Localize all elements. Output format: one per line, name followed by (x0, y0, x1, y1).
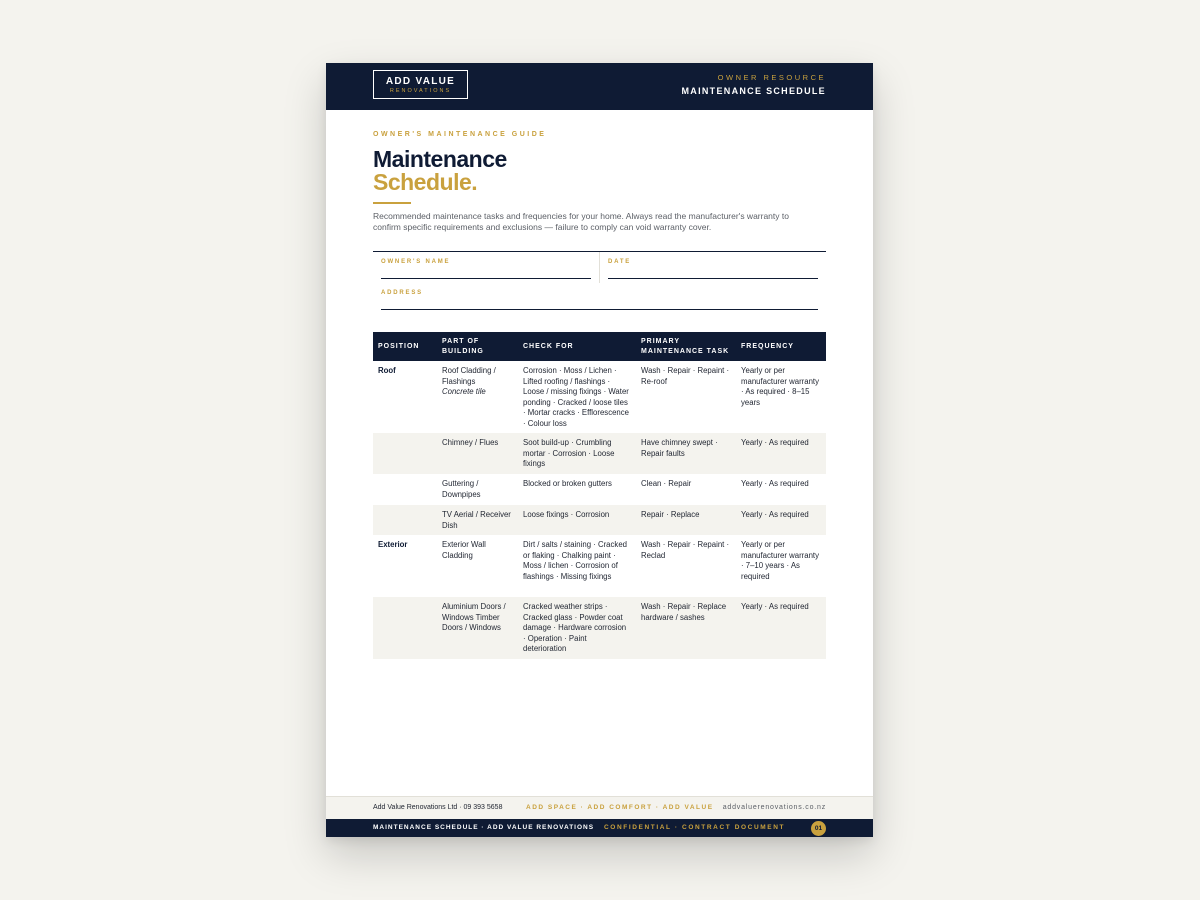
cell-check: Dirt / salts / staining · Cracked or flaking · Chalking paint · Moss / lichen · Corrosion of flashings · Missing fixings (523, 540, 627, 581)
owner-name-line (381, 278, 591, 279)
footer-doc-bar (326, 819, 873, 837)
page-title (373, 148, 826, 194)
title-line2: Schedule. (373, 169, 478, 195)
cell-task: Wash · Repair · Repaint · Reclad (641, 540, 730, 560)
cell-task: Repair · Replace (641, 510, 700, 519)
footer-tagline: ADD SPACE · ADD COMFORT · ADD VALUE (526, 804, 714, 811)
table-row (373, 505, 826, 535)
field-divider (599, 252, 600, 283)
cell-part: Aluminium Doors / Windows Timber Doors / Windows (442, 602, 506, 632)
table-header (373, 332, 826, 361)
logo-line1: ADD VALUE (385, 76, 456, 87)
cell-check: Cracked weather strips · Cracked glass · Powder coat damage · Hardware corrosion · Operation · Paint deterioration (523, 602, 627, 653)
cell-check: Corrosion · Moss / Lichen · Lifted roofing / flashings · Loose / missing fixings · Water ponding · Cracked / loose tiles · Mortar cracks · Efflorescence · Colour loss (523, 366, 630, 428)
date-label: DATE (608, 259, 632, 265)
maintenance-table (373, 332, 826, 659)
header-bar (326, 63, 873, 110)
part-note: Concrete tile (442, 387, 486, 396)
address-line (381, 309, 818, 310)
footer-confidential: CONFIDENTIAL · CONTRACT DOCUMENT (604, 824, 786, 831)
cell-check: Soot build-up · Crumbling mortar · Corrosion · Loose fixings (523, 438, 615, 468)
cell-part: Guttering / Downpipes (442, 479, 481, 499)
cell-position: Exterior (378, 540, 408, 549)
header-right (681, 73, 826, 99)
cell-part: TV Aerial / Receiver Dish (442, 510, 511, 530)
table-row (373, 361, 826, 433)
table-row (373, 474, 826, 505)
header-task: PRIMARY MAINTENANCE TASK (641, 337, 730, 355)
footer-website[interactable]: addvaluerenovations.co.nz (722, 804, 826, 811)
address-field[interactable] (381, 290, 818, 312)
cell-frequency: Yearly · As required (741, 602, 809, 611)
title-line1: Maintenance (373, 146, 507, 172)
cell-frequency: Yearly or per manufacturer warranty · 7–10 years · As required (741, 540, 819, 581)
header-part: PART OF BUILDING (442, 337, 484, 355)
cell-part: Exterior Wall Cladding (442, 540, 486, 560)
header-frequency: FREQUENCY (741, 342, 794, 350)
cell-check: Loose fixings · Corrosion (523, 510, 610, 519)
intro-section (373, 130, 826, 233)
logo-line2: RENOVATIONS (389, 88, 452, 94)
footer-contact-bar (326, 796, 873, 820)
header-kicker: OWNER RESOURCE (717, 73, 826, 82)
accent-rule (373, 202, 411, 204)
date-field[interactable] (608, 259, 818, 281)
cell-task: Clean · Repair (641, 479, 692, 488)
cell-task: Have chimney swept · Repair faults (641, 438, 718, 458)
header-title: MAINTENANCE SCHEDULE (681, 86, 826, 96)
date-line (608, 278, 818, 279)
cell-part (442, 366, 516, 398)
table-row (373, 433, 826, 474)
cell-task: Wash · Repair · Replace hardware / sashes (641, 602, 727, 622)
cell-part: Chimney / Flues (442, 438, 499, 447)
owner-name-label: OWNER'S NAME (381, 259, 451, 265)
company-logo (373, 70, 468, 99)
document-page (326, 63, 873, 837)
address-label: ADDRESS (381, 290, 423, 296)
page-number-badge: 01 (811, 821, 826, 836)
owner-name-field[interactable] (381, 259, 591, 281)
cell-frequency: Yearly · As required (741, 479, 809, 488)
intro-text: Recommended maintenance tasks and frequencies for your home. Always read the manufacturer's warranty to confirm specific requirements and exclusions — failure to comply can void warranty cover. (373, 211, 789, 232)
table-row (373, 535, 826, 597)
cell-position: Roof (378, 366, 396, 375)
owner-form (373, 251, 826, 316)
header-check: CHECK FOR (523, 342, 574, 350)
part-text: Roof Cladding / Flashings (442, 366, 496, 386)
cell-frequency: Yearly · As required (741, 510, 809, 519)
table-row (373, 597, 826, 659)
cell-frequency: Yearly or per manufacturer warranty · As required · 8–15 years (741, 366, 819, 407)
footer-doc-name: MAINTENANCE SCHEDULE · ADD VALUE RENOVATIONS (373, 824, 595, 831)
cell-task: Wash · Repair · Repaint · Re-roof (641, 366, 730, 386)
eyebrow: OWNER'S MAINTENANCE GUIDE (373, 131, 547, 138)
cell-frequency: Yearly · As required (741, 438, 809, 447)
cell-check: Blocked or broken gutters (523, 479, 612, 488)
footer-contact: Add Value Renovations Ltd · 09 393 5658 (373, 804, 503, 811)
header-position: POSITION (378, 342, 420, 350)
